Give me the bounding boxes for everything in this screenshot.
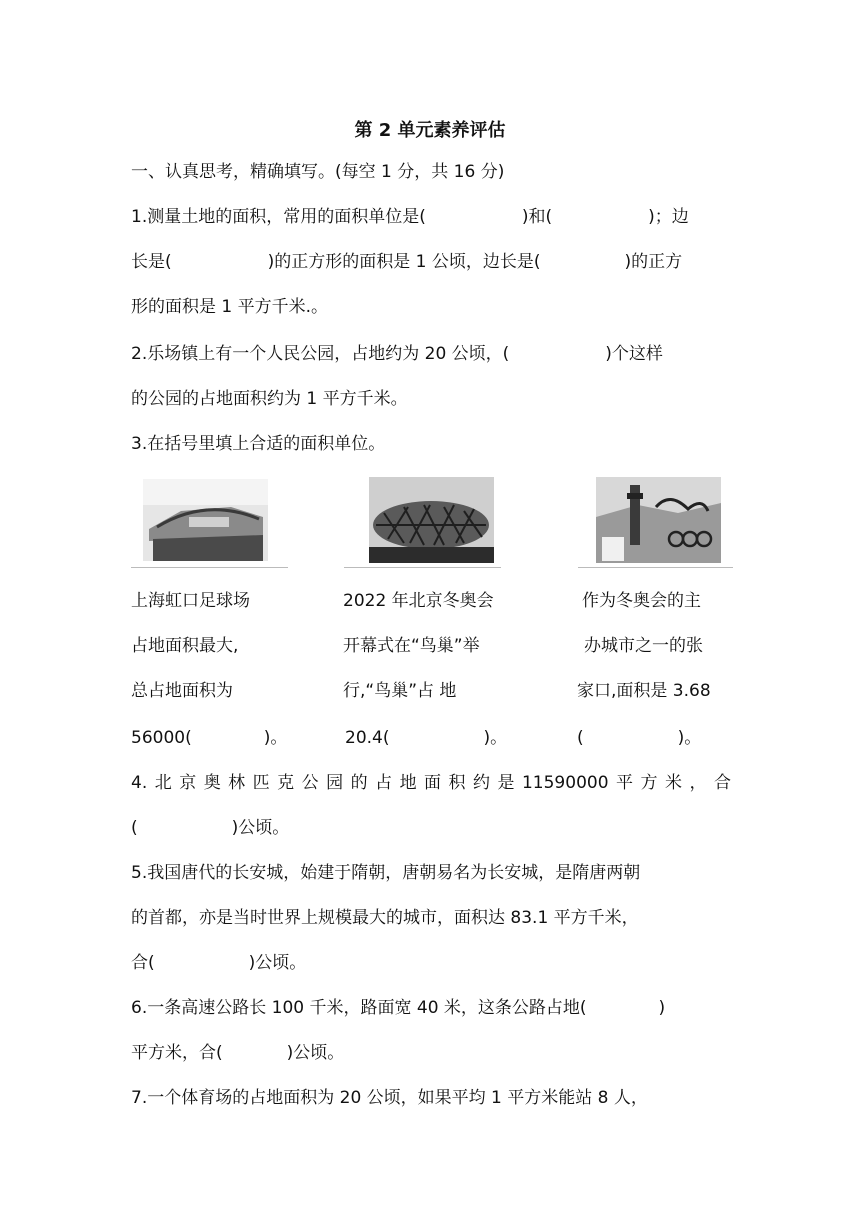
col1-line1: 上海虹口足球场 xyxy=(131,591,250,611)
q6-text-a: 6.一条高速公路长 100 千米，路面宽 40 米，这条公路占地( xyxy=(131,998,587,1018)
col2-line3: 行,“鸟巢”占 地 xyxy=(343,681,457,701)
q4-line2 xyxy=(131,817,289,839)
q2-text-b: )个这样 xyxy=(605,344,663,364)
hongkou-stadium-photo xyxy=(131,477,288,568)
q4-token: 方 xyxy=(640,773,658,793)
q4-token: 地 xyxy=(399,773,417,793)
q4-token: 公 xyxy=(301,773,319,793)
q1-text-d: 长是( xyxy=(131,252,172,272)
q4-token: ， xyxy=(689,773,707,793)
col2-line2: 开幕式在“鸟巢”举 xyxy=(343,636,480,656)
section-heading: 一、认真思考，精确填写。(每空 1 分，共 16 分) xyxy=(131,162,505,182)
q5-line2: 的首都，亦是当时世界上规模最大的城市，面积达 83.1 平方千米， xyxy=(131,908,639,928)
q4-token: 克 xyxy=(277,773,295,793)
col2-value: 20.4( xyxy=(345,728,390,748)
q7-line1: 7.一个体育场的占地面积为 20 公顷，如果平均 1 平方米能站 8 人， xyxy=(131,1088,648,1108)
q2-text-a: 2.乐场镇上有一个人民公园，占地约为 20 公顷，( xyxy=(131,344,510,364)
q1-line1 xyxy=(131,206,689,228)
q4-token: 北 xyxy=(154,773,172,793)
col2-line4 xyxy=(345,727,507,749)
q5-close: )公顷。 xyxy=(248,953,307,973)
q2-line2: 的公园的占地面积约为 1 平方千米。 xyxy=(131,389,408,409)
q6-line1 xyxy=(131,997,665,1019)
q1-line2 xyxy=(131,251,682,273)
q4-token: 11590000 xyxy=(521,773,609,793)
col3-line3: 家口,面积是 3.68 xyxy=(577,681,711,701)
q4-token: 的 xyxy=(350,773,368,793)
q4-line1 xyxy=(131,772,731,794)
q1-line3: 形的面积是 1 平方千米.。 xyxy=(131,297,329,317)
q4-token: 占 xyxy=(375,773,393,793)
q4-token: 米 xyxy=(664,773,682,793)
col3-close: )。 xyxy=(677,728,702,748)
q6-line2 xyxy=(131,1042,344,1064)
zhangjiakou-photo xyxy=(578,477,733,568)
q4-token: 园 xyxy=(326,773,344,793)
col3-open: ( xyxy=(577,728,584,748)
col1-line4 xyxy=(131,727,287,749)
q4-close: )公顷。 xyxy=(231,818,290,838)
q6-text-b: ) xyxy=(658,998,666,1018)
col1-close: )。 xyxy=(263,728,288,748)
q4-token: 林 xyxy=(228,773,246,793)
q4-token: 4. xyxy=(131,773,148,793)
q1-text-e: )的正方形的面积是 1 公顷，边长是( xyxy=(267,252,541,272)
q4-token: 合 xyxy=(713,773,731,793)
col3-line4 xyxy=(577,727,701,749)
q4-token: 约 xyxy=(473,773,491,793)
col3-line2: 办城市之一的张 xyxy=(584,636,703,656)
q4-open: ( xyxy=(131,818,138,838)
q4-token: 积 xyxy=(448,773,466,793)
q4-token: 平 xyxy=(616,773,633,793)
page-title: 第 2 单元素养评估 xyxy=(354,120,506,141)
col2-close: )。 xyxy=(483,728,508,748)
col1-value: 56000( xyxy=(131,728,192,748)
q4-token: 面 xyxy=(424,773,442,793)
q1-text-c: )；边 xyxy=(648,207,689,227)
q1-text-a: 1.测量土地的面积，常用的面积单位是( xyxy=(131,207,426,227)
q1-text-f: )的正方 xyxy=(624,252,683,272)
q5-open: 合( xyxy=(131,953,155,973)
col3-line1: 作为冬奥会的主 xyxy=(582,591,701,611)
q1-text-b: )和( xyxy=(521,207,553,227)
q2-line1 xyxy=(131,343,663,365)
q4-token: 匹 xyxy=(252,773,270,793)
q4-token: 京 xyxy=(179,773,197,793)
q6-text-d: )公顷。 xyxy=(286,1043,345,1063)
birds-nest-photo xyxy=(344,477,501,568)
q4-token: 奥 xyxy=(203,773,221,793)
q5-line1: 5.我国唐代的长安城，始建于隋朝，唐朝易名为长安城，是隋唐两朝 xyxy=(131,863,641,883)
col2-line1: 2022 年北京冬奥会 xyxy=(343,591,494,611)
col1-line3: 总占地面积为 xyxy=(131,681,233,701)
q4-token: 是 xyxy=(497,773,515,793)
q6-text-c: 平方米，合( xyxy=(131,1043,223,1063)
q5-line3 xyxy=(131,952,306,974)
q3-intro: 3.在括号里填上合适的面积单位。 xyxy=(131,434,386,454)
col1-line2: 占地面积最大, xyxy=(131,636,239,656)
